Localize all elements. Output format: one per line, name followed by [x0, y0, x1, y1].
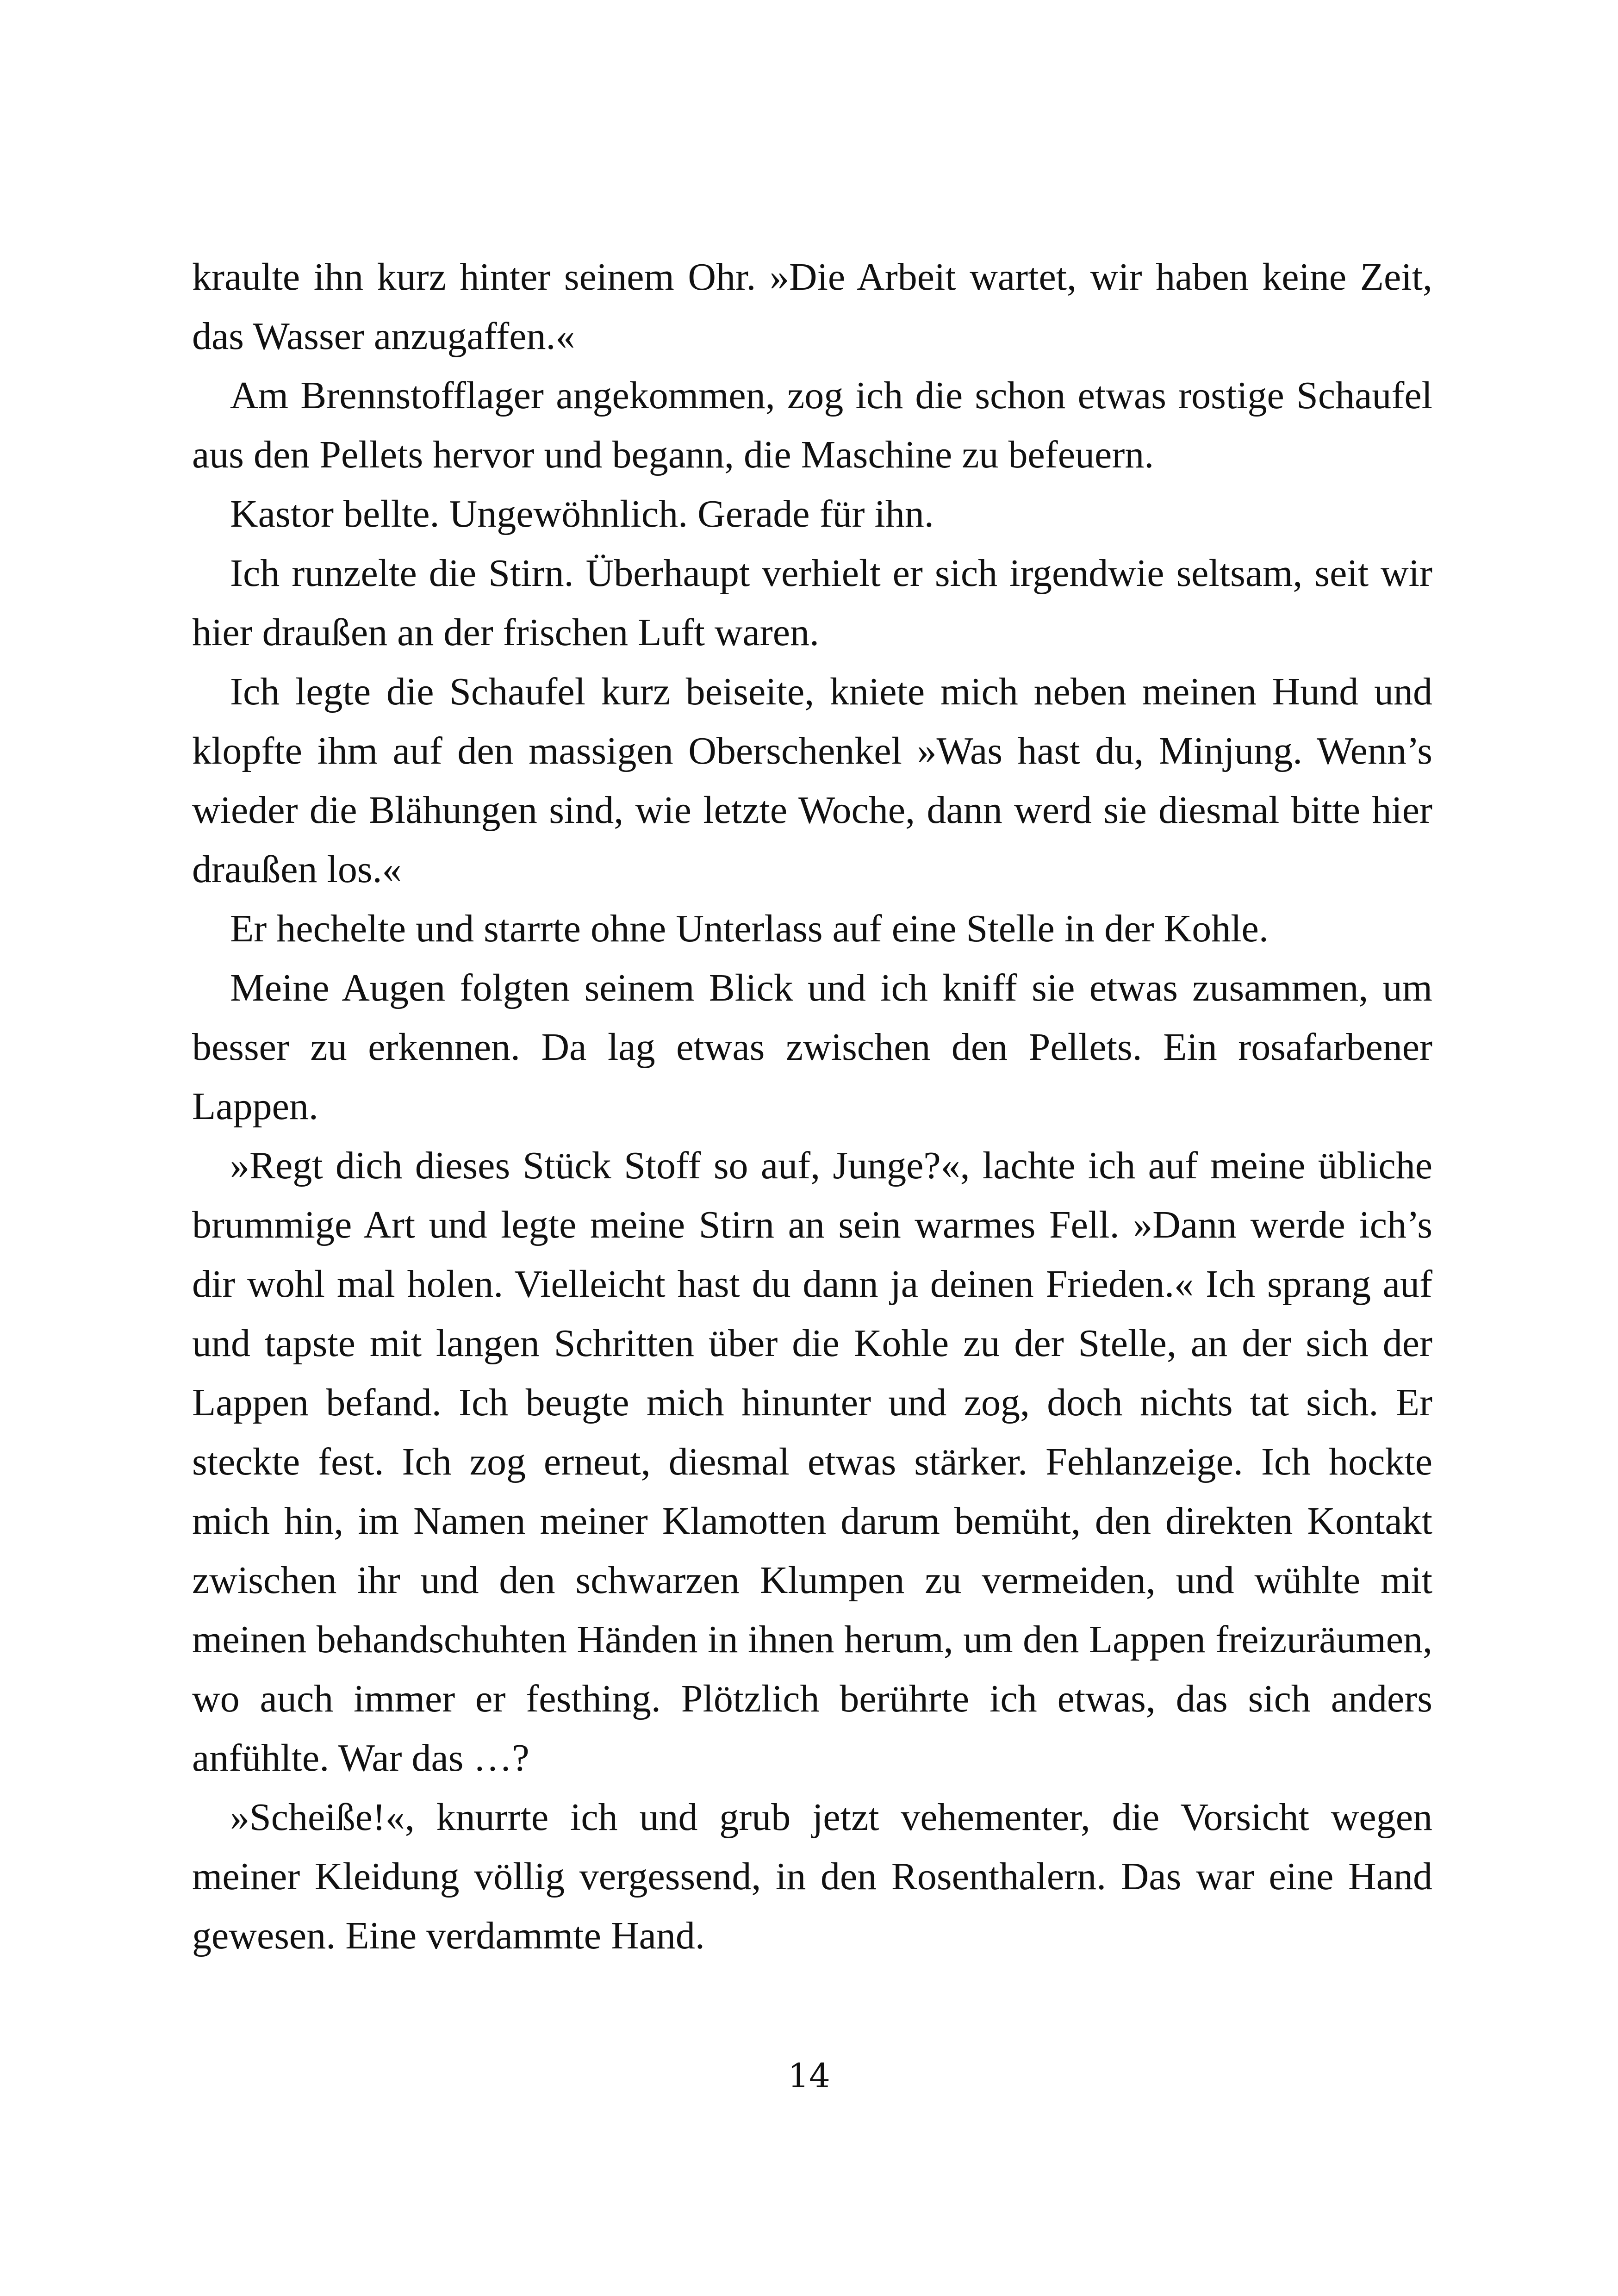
paragraph: Er hechelte und starrte ohne Unterlass auf eine Stelle in der Kohle.: [230, 907, 1269, 950]
paragraph: »Scheiße!«, knurrte ich und grub jetzt vehementer, die Vorsicht wegen meiner Kleidung völlig vergessend, in den Rosenthalern. Das war eine Hand gewesen. Eine verdammte Hand.: [192, 1796, 1432, 1957]
paragraph: kraulte ihn kurz hinter seinem Ohr. »Die Arbeit wartet, wir haben keine Zeit, das Wasser anzugaffen.«: [192, 255, 1432, 358]
paragraph: Ich runzelte die Stirn. Überhaupt verhielt er sich irgendwie seltsam, seit wir hier draußen an der frischen Luft waren.: [192, 552, 1432, 654]
paragraph: »Regt dich dieses Stück Stoff so auf, Junge?«, lachte ich auf meine übliche brummige Art und legte meine Stirn an sein warmes Fell. »Dann werde ich’s dir wohl mal holen. Vielleicht hast du dann ja deinen Frieden.« Ich sprang auf und tapste mit langen Schritten über die Kohle zu der Stelle, an der sich der Lappen befand. Ich beugte mich hinunter und zog, doch nichts tat sich. Er steckte fest. Ich zog erneut, diesmal etwas stärker. Fehlanzeige. Ich hockte mich hin, im Namen meiner Klamotten darum bemüht, den direkten Kontakt zwischen ihr und den schwarzen Klumpen zu vermeiden, und wühlte mit meinen behandschuhten Händen in ihnen herum, um den Lappen freizuräumen, wo auch immer er festhing. Plötzlich berührte ich etwas, das sich anders anfühlte. War das …?: [192, 1144, 1432, 1780]
paragraph: Ich legte die Schaufel kurz beiseite, kniete mich neben meinen Hund und klopfte ihm auf den massigen Oberschenkel »Was hast du, Minjung. Wenn’s wieder die Blähungen sind, wie letzte Woche, dann werd sie diesmal bitte hier draußen los.«: [192, 670, 1432, 891]
paragraph: Kastor bellte. Ungewöhnlich. Gerade für ihn.: [230, 492, 934, 535]
body-text: [192, 248, 1432, 1966]
paragraph: Am Brennstofflager angekommen, zog ich die schon etwas rostige Schaufel aus den Pellets hervor und begann, die Maschine zu befeuern.: [192, 374, 1432, 476]
page-number: 14: [788, 2056, 830, 2095]
paragraph: Meine Augen folgten seinem Blick und ich kniff sie etwas zusammen, um besser zu erkennen. Da lag etwas zwischen den Pellets. Ein rosafarbener Lappen.: [192, 966, 1432, 1128]
